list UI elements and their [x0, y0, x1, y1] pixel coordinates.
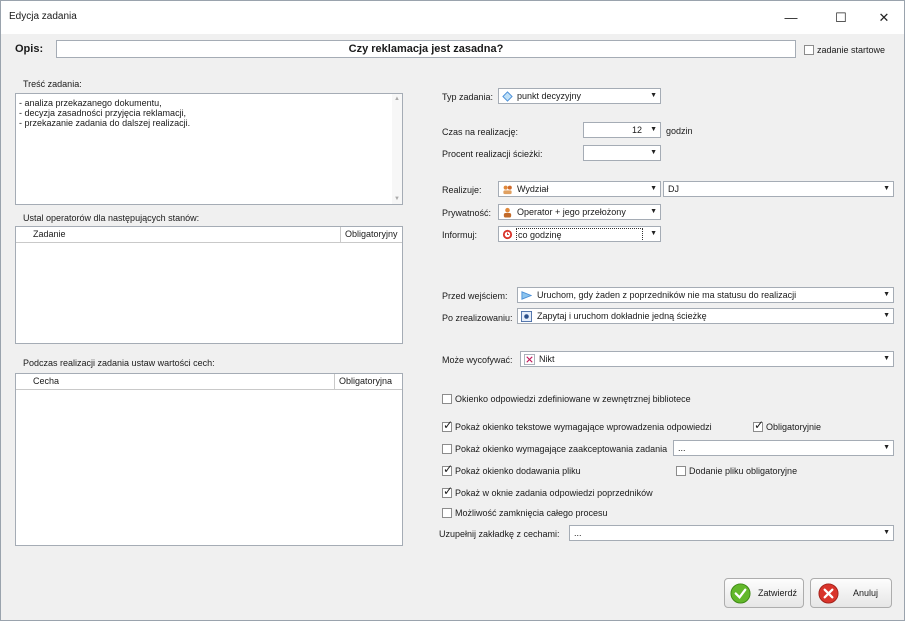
prywatnosc-value: Operator + jego przełożony	[517, 207, 626, 217]
cross-icon	[524, 354, 535, 365]
przed-value: Uruchom, gdy żaden z poprzedników nie ma statusu do realizacji	[537, 290, 797, 300]
tresc-line: - decyzja zasadności przyjęcia reklamacji,	[19, 108, 187, 118]
po-combo[interactable]	[517, 308, 894, 324]
chevron-down-icon[interactable]: ▼	[883, 291, 890, 298]
zatwierdz-label: Zatwierdź	[758, 588, 798, 598]
realizuje-combo[interactable]	[498, 181, 661, 197]
chevron-down-icon[interactable]: ▼	[883, 185, 890, 192]
operators-grid-header	[16, 227, 402, 243]
przed-label: Przed wejściem:	[442, 291, 508, 301]
uzupelnij-combo[interactable]	[569, 525, 894, 541]
cechy-grid-header	[16, 374, 402, 390]
obligatoryjnie-checkbox[interactable]	[753, 422, 763, 432]
window-title: Edycja zadania	[9, 11, 77, 22]
pokaz-poprzednikow-label: Pokaż w oknie zadania odpowiedzi poprzedników	[455, 488, 653, 498]
tresc-label: Treść zadania:	[23, 79, 82, 89]
zadanie-startowe-label: zadanie startowe	[817, 45, 886, 55]
pokaz-dodawania-checkbox[interactable]	[442, 466, 452, 476]
prywatnosc-combo[interactable]	[498, 204, 661, 220]
cechy-label: Podczas realizacji zadania ustaw wartości cech:	[23, 358, 215, 368]
chevron-down-icon[interactable]: ▼	[650, 185, 657, 192]
realizuje-label: Realizuje:	[442, 185, 482, 195]
pokaz-poprzednikow-checkbox[interactable]	[442, 488, 452, 498]
scroll-up-icon[interactable]: ▲	[394, 96, 400, 102]
tresc-textarea[interactable]	[15, 93, 403, 205]
opis-input[interactable]	[56, 40, 796, 58]
person-icon	[502, 207, 513, 218]
obligatoryjnie-label: Obligatoryjnie	[766, 422, 822, 432]
pokaz-tekstowe-label: Pokaż okienko tekstowe wymagające wprowadzenia odpowiedzi	[455, 422, 712, 432]
group-icon	[502, 184, 513, 195]
po-label: Po zrealizowaniu:	[442, 313, 513, 323]
czas-unit: godzin	[666, 126, 693, 136]
minimize-button[interactable]: —	[784, 10, 798, 25]
cancel-icon	[818, 583, 839, 604]
po-value: Zapytaj i uruchom dokładnie jedną ścieżkę	[537, 311, 707, 321]
prywatnosc-label: Prywatność:	[442, 208, 492, 218]
uzupelnij-label: Uzupełnij zakładkę z cechami:	[439, 529, 560, 539]
tresc-line: - analiza przekazanego dokumentu,	[19, 98, 162, 108]
opis-value: Czy reklamacja jest zasadna?	[348, 43, 504, 55]
zaakceptowania-value: ...	[678, 443, 686, 453]
wycofywac-combo[interactable]	[520, 351, 894, 367]
clock-alert-icon	[502, 229, 513, 240]
zamkniecie-checkbox[interactable]	[442, 508, 452, 518]
pokaz-zaakceptowania-label: Pokaż okienko wymagające zaakceptowania zadania	[455, 444, 668, 454]
informuj-combo[interactable]	[498, 226, 661, 242]
okienko-biblioteka-checkbox[interactable]	[442, 394, 452, 404]
typ-value: punkt decyzyjny	[517, 91, 582, 101]
czas-value: 12	[631, 125, 642, 135]
scroll-down-icon[interactable]: ▼	[394, 196, 400, 202]
realizuje-unit-value: DJ	[668, 184, 679, 194]
procent-label: Procent realizacji ścieżki:	[442, 149, 543, 159]
typ-combo[interactable]	[498, 88, 661, 104]
chevron-down-icon[interactable]: ▼	[650, 230, 657, 237]
chevron-down-icon[interactable]: ▼	[650, 126, 657, 133]
zadanie-startowe-checkbox[interactable]	[804, 45, 814, 55]
play-arrow-icon	[521, 290, 532, 301]
maximize-button[interactable]: ☐	[835, 10, 847, 25]
pokaz-tekstowe-checkbox[interactable]	[442, 422, 452, 432]
realizuje-unit-combo[interactable]	[663, 181, 894, 197]
operators-col-obligatoryjny[interactable]: Obligatoryjny	[345, 229, 398, 239]
chevron-down-icon[interactable]: ▼	[650, 208, 657, 215]
wycofywac-value: Nikt	[539, 354, 555, 364]
cechy-grid[interactable]	[15, 373, 403, 546]
column-separator	[340, 227, 341, 242]
cechy-col-cecha[interactable]: Cecha	[33, 376, 60, 386]
informuj-value: co godzinę	[516, 228, 643, 242]
chevron-down-icon[interactable]: ▼	[650, 149, 657, 156]
anuluj-button[interactable]	[810, 578, 892, 608]
zaakceptowania-combo[interactable]	[673, 440, 894, 456]
chevron-down-icon[interactable]: ▼	[883, 444, 890, 451]
decision-diamond-icon	[502, 91, 513, 102]
chevron-down-icon[interactable]: ▼	[883, 312, 890, 319]
zatwierdz-button[interactable]	[724, 578, 804, 608]
chevron-down-icon[interactable]: ▼	[883, 355, 890, 362]
operators-label: Ustal operatorów dla następujących stanów:	[23, 213, 200, 223]
operators-col-zadanie[interactable]: Zadanie	[33, 229, 66, 239]
pokaz-dodawania-label: Pokaż okienko dodawania pliku	[455, 466, 581, 476]
informuj-label: Informuj:	[442, 230, 478, 240]
procent-combo[interactable]	[583, 145, 661, 161]
uzupelnij-value: ...	[574, 528, 582, 538]
title-bar	[1, 1, 904, 34]
tresc-scrollbar[interactable]	[392, 94, 402, 204]
anuluj-label: Anuluj	[853, 588, 879, 598]
czas-combo[interactable]	[583, 122, 661, 138]
realizuje-value: Wydział	[517, 184, 549, 194]
cechy-col-obligatoryjna[interactable]: Obligatoryjna	[339, 376, 393, 386]
close-button[interactable]: ✕	[878, 10, 890, 25]
pokaz-zaakceptowania-checkbox[interactable]	[442, 444, 452, 454]
dodanie-obligatoryjne-label: Dodanie pliku obligatoryjne	[689, 466, 798, 476]
chevron-down-icon[interactable]: ▼	[650, 92, 657, 99]
column-separator	[334, 374, 335, 389]
tresc-line: - przekazanie zadania do dalszej realizacji.	[19, 118, 191, 128]
zamkniecie-label: Możliwość zamknięcia całego procesu	[455, 508, 608, 518]
czas-label: Czas na realizację:	[442, 127, 519, 137]
przed-combo[interactable]	[517, 287, 894, 303]
checkmark-icon	[730, 583, 751, 604]
typ-label: Typ zadania:	[442, 92, 494, 102]
opis-label: Opis:	[15, 43, 44, 55]
dodanie-obligatoryjne-checkbox[interactable]	[676, 466, 686, 476]
radio-select-icon	[521, 311, 532, 322]
operators-grid[interactable]	[15, 226, 403, 344]
chevron-down-icon[interactable]: ▼	[883, 529, 890, 536]
wycofywac-label: Może wycofywać:	[442, 355, 513, 365]
okienko-biblioteka-label: Okienko odpowiedzi zdefiniowane w zewnętrznej bibliotece	[455, 394, 691, 404]
